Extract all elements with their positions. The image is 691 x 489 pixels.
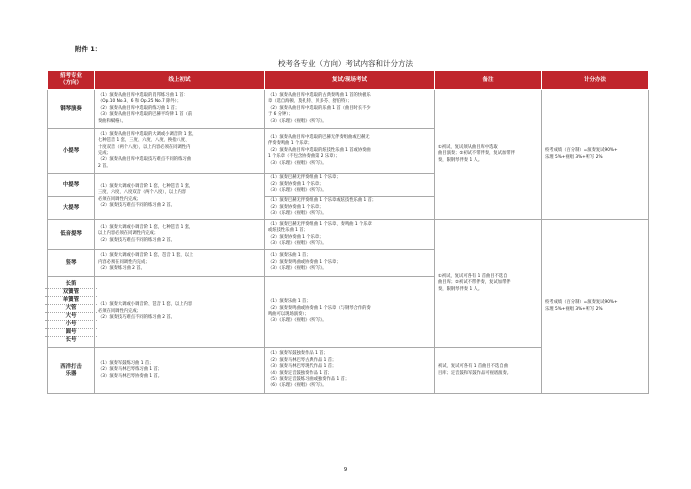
second-exam-cell: [265, 220, 435, 250]
text-line: （1）演奏从曲目库中选取的肖邦练习曲 1 首：: [98, 92, 188, 98]
table-row: [48, 220, 649, 250]
text-line: （2）演奏从曲目库中选取的炫技性乐曲 1 首或协奏曲: [268, 147, 371, 153]
exam-content-table: [47, 70, 649, 394]
text-line: （1）演奏巴赫无伴奏组曲 1 个乐章或炫技性乐曲 1 首；: [268, 198, 377, 204]
text-line: 校考成绩（百分制）=演奏复试90%+: [545, 148, 618, 154]
attachment-label: 附件 1：: [75, 45, 102, 53]
text-line: 完成；: [98, 151, 111, 156]
text-line: （1）演奏大调或小调音阶 1 套，七种琶音 1 套，: [98, 183, 194, 189]
text-line: （1）演奏从曲目库中选取的古典奏鸣曲 1 首的快板乐: [268, 92, 371, 98]
major-name-group: [48, 277, 95, 348]
major-name: 长号: [65, 336, 77, 343]
text-line: 内容必须在同调性内完成；: [98, 259, 150, 265]
text-line: （6）《乐理》《视唱》《听写》。: [268, 383, 327, 389]
text-line: （1）演奏大调或小调音阶、琶音 1 套，以上内容: [98, 302, 193, 308]
text-line: （1）演奏大调或小调音阶 1 套，七种琶音 1 套，: [98, 224, 194, 230]
second-exam-cell: [265, 348, 435, 394]
text-line: 初试、复试可各有 1 首曲目不选自曲: [438, 364, 508, 370]
second-exam-cell: [265, 174, 435, 197]
major-name: 圆号: [65, 328, 77, 335]
text-line: 或炫技性乐曲 1 首；: [268, 228, 308, 234]
text-line: （3）演奏马林巴琴协奏曲 1 首。: [98, 373, 163, 379]
text-line: 乐理 5%+视唱 3%+听写 2%: [545, 154, 603, 160]
text-line: （3）《乐理》《视唱》《听写》。: [268, 188, 327, 194]
text-line: 必须在同调性内完成；: [98, 308, 141, 314]
notes-cell: [435, 348, 542, 394]
text-line: （1）演奏军鼓独奏作品 1 首；: [268, 351, 328, 357]
text-line: （2）演奏奏鸣曲或协奏曲 1 个乐章；: [268, 259, 341, 265]
text-line: （2）演奏练习曲 2 首。: [98, 266, 145, 272]
major-name: 钢琴演奏: [48, 90, 95, 129]
text-line: （3）《乐理》《视唱》《听写》。: [268, 266, 327, 272]
text-line: 奏，限钢琴伴奏 1 人。: [438, 157, 483, 163]
major-name: 大号: [65, 312, 77, 319]
first-exam-cell: [95, 174, 265, 220]
text-line: （1）演奏从曲目库中选取的巴赫无伴奏组曲或巴赫无: [268, 134, 370, 140]
second-exam-cell: [265, 90, 435, 129]
first-exam-cell: [95, 129, 265, 174]
first-exam-cell: [95, 348, 265, 394]
second-exam-cell: [265, 250, 435, 277]
text-line: 七种琶音 1 套，三度、六度、八度、换指八度、: [98, 138, 190, 144]
major-name: 西洋打击 乐器: [48, 348, 95, 394]
text-line: （2）演奏技巧难点不同的练习曲 2 首。: [98, 315, 175, 321]
text-line: （3）《乐理》《视唱》《听写》。: [268, 118, 327, 124]
second-exam-cell: [265, 129, 435, 174]
text-line: 校考成绩（百分制）=演奏复试90%+: [545, 300, 618, 306]
text-line: （3）演奏从曲目库中选取的巴赫平均律 1 首（前: [98, 112, 193, 118]
text-line: （3）《乐理》《视唱》《听写》。: [268, 240, 327, 246]
notes-cell: [435, 90, 542, 220]
text-line: （3）演奏马林巴琴现代作品 1 首；: [268, 364, 337, 370]
header-major: 招考专业 （方向）: [48, 71, 95, 90]
text-line: （2）演奏协奏曲 1 个乐章；: [268, 234, 324, 240]
text-line: （4）演奏定音鼓独奏作品 1 首；: [268, 370, 333, 376]
text-line: 奏曲和赋格）。: [98, 118, 126, 124]
major-name: 中提琴: [48, 174, 95, 197]
second-exam-cell: [265, 197, 435, 220]
text-line: 鸣曲可以现场演奏）；: [268, 312, 309, 317]
text-line: 目库；定音鼓和军鼓作品可视谱演奏。: [438, 370, 512, 376]
text-line: （3）《乐理》《视唱》《听写》。: [268, 211, 327, 217]
first-exam-cell: [95, 220, 265, 250]
text-line: （2）演奏从曲目库中选取的练习曲 1 首；: [98, 105, 180, 111]
text-line: （1）演奏巴赫无伴奏组曲 1 个乐章、奏鸣曲 1 个乐章: [268, 221, 372, 227]
major-name: 单簧管: [62, 296, 80, 303]
text-line: 2 首。: [98, 163, 111, 169]
text-line: （2）演奏技巧难点不同的练习曲 2 首。: [98, 202, 175, 208]
text-line: ①初试，复试可各有 1 首曲目不选自: [438, 273, 508, 279]
first-exam-cell: [95, 90, 265, 129]
major-name: 大管: [65, 304, 77, 311]
text-line: 以上内容必须在同调性内完成；: [98, 231, 159, 237]
first-exam-cell: [95, 277, 265, 348]
text-line: （1）演奏乐曲 1 首；: [268, 253, 311, 259]
table-header-row: [48, 71, 649, 90]
major-name: 竖琴: [48, 250, 95, 277]
text-line: （5）演奏定音鼓练习曲或独奏作品 1 首；: [268, 376, 350, 382]
text-line: （1）演奏巴赫无伴奏组曲 1 个乐章；: [268, 175, 341, 181]
text-line: （Op.10 No.3、6 和 Op.25 No.7 除外）；: [98, 99, 182, 105]
major-name: 双簧管: [62, 288, 80, 295]
major-name: 低音提琴: [48, 220, 95, 250]
text-line: 章（选自海顿、莫扎特、贝多芬、舒伯特）；: [268, 99, 352, 105]
scoring-cell: [542, 220, 649, 394]
text-line: 伴奏奏鸣曲 1 个乐章；: [268, 141, 313, 147]
text-line: 1 个乐章（不包含协奏曲第 2 乐章）；: [268, 154, 340, 160]
header-scoring: 计分办法: [542, 71, 649, 90]
major-name: 小号: [65, 320, 77, 327]
text-line: 曲目库；②初试不带伴奏，复试加带伴: [438, 280, 511, 286]
text-line: （2）演奏协奏曲 1 个乐章；: [268, 204, 324, 210]
major-name: 长笛: [65, 280, 77, 287]
text-line: ①初试、复试须从曲目库中选取: [438, 144, 498, 150]
text-line: （2）演奏技巧难点不同的练习曲 2 首。: [98, 237, 175, 243]
major-name: 小提琴: [48, 129, 95, 174]
text-line: （1）演奏军鼓练习曲 1 首；: [98, 360, 154, 366]
text-line: （2）演奏协奏曲 1 个乐章；: [268, 181, 324, 187]
text-line: （2）演奏马林巴琴练习曲 1 首；: [98, 367, 163, 373]
text-line: 十度双音（两个八度），以上内容必须在同调性内: [98, 144, 191, 150]
text-line: （3）《乐理》《视唱》《听写》。: [268, 318, 327, 324]
header-second-exam: 复试/现场考试: [265, 71, 435, 90]
text-line: （1）演奏乐曲 1 首；: [268, 299, 311, 305]
text-line: 三度、六度、八度双音（两个八度），以上内容: [98, 190, 187, 196]
text-line: （2）演奏马林巴琴古典作品 1 首；: [268, 357, 337, 363]
table-row: [48, 90, 649, 129]
text-line: （2）演奏从曲目库中选取技巧难点不同的练习曲: [98, 157, 191, 163]
second-exam-cell: [265, 277, 435, 348]
text-line: 于 6 分钟）；: [268, 112, 293, 118]
text-line: 奏，限钢琴伴奏 1 人。: [438, 286, 483, 292]
major-name: 大提琴: [48, 197, 95, 220]
text-line: （3）《乐理》《视唱》《听写》。: [268, 160, 327, 166]
header-online-first: 线上初试: [95, 71, 265, 90]
first-exam-cell: [95, 250, 265, 277]
document-title: 校考各专业（方向）考试内容和计分方法: [278, 59, 413, 68]
notes-cell: [435, 220, 542, 348]
text-line: 乐理 5%+视唱 3%+听写 2%: [545, 306, 603, 312]
text-line: （2）演奏奏鸣曲或协奏曲 1 个乐章（与钢琴合作的奏: [268, 305, 371, 311]
text-line: （1）演奏从曲目库中选取的大调或小调音阶 1 套，: [98, 131, 197, 137]
scoring-cell: [542, 90, 649, 220]
header-notes: 备注: [435, 71, 542, 90]
text-line: 曲目演奏；②初试不带伴奏，复试加带伴: [438, 151, 515, 157]
page-number: 9: [343, 467, 348, 473]
text-line: （2）演奏从曲目库中选取的乐曲 1 首（曲目时长不少: [268, 105, 371, 111]
text-line: 必须在同调性内完成；: [98, 196, 141, 202]
text-line: （1）演奏大调或小调音阶 1 套，琶音 1 套，以上: [98, 253, 194, 259]
